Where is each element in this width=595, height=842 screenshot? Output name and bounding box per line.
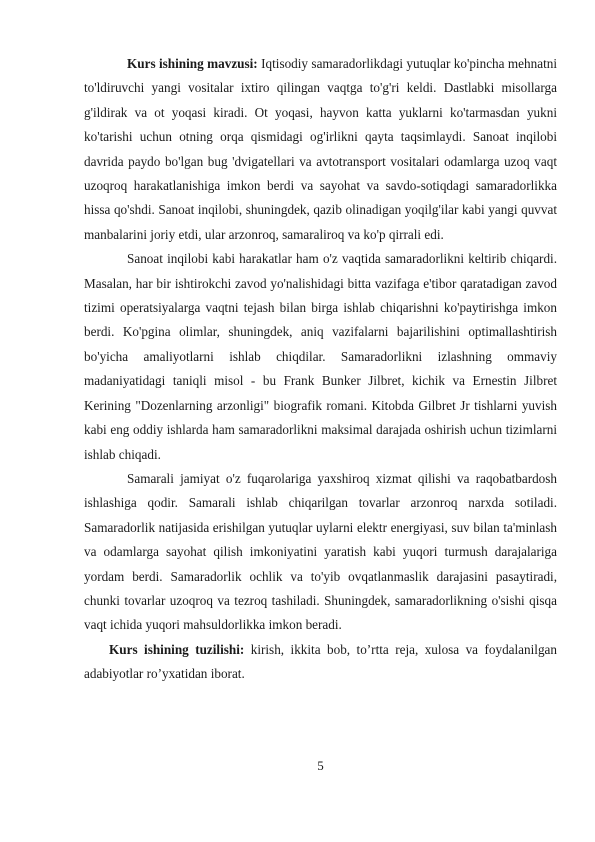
structure-heading: Kurs ishining tuzilishi: — [109, 641, 245, 657]
paragraph-text: Sanoat inqilobi kabi harakatlar ham o'z vaqtida samaradorlikni keltirib chiqardi. Masalan, har bir ishtirokchi zavod yo'nalishidagi bitta vazifaga e'tibor qaratadigan zavod tizimi operatsiyalarga vaqtni tejash bilan birga ishlab chiqarishni ko'paytirishga imkon berdi. Ko'pgina olimlar, shuningdek, aniq vazifalarni bajarilishini optimallashtirish bo'yicha amaliyotlarni ishlab chiqdilar. Samaradorlikni izlashning ommaviy madaniyatidagi taniqli misol - bu Frank Bunker Jilbret, kichik va Ernestin Jilbret Kerining "Dozenlarning arzonligi" biografik romani. Kitobda Gilbret Jr tishlarni yuvish kabi eng oddiy ishlarda ham samaradorlikni maksimal darajada oshirish uchun tizimlarni ishlab chiqadi. — [84, 251, 557, 462]
topic-heading: Kurs ishining mavzusi: — [127, 56, 258, 71]
page-number: 5 — [317, 758, 324, 773]
paragraph-industrial-revolution — [84, 247, 557, 467]
paragraph-text: Samarali jamiyat o'z fuqarolariga yaxshiroq xizmat qilishi va raqobatbardosh ishlashiga qodir. Samarali ishlab chiqarilgan tovarlar arzonroq narxda sotiladi. Samaradorlik natijasida erishilgan yutuqlar uylarni elektr energiyasi, suv bilan ta'minlash va odamlarga sayohat qilish imkoniyatini yaratish kabi yuqori turmush darajalariga yordam berdi. Samaradorlik ochlik va to'yib ovqatlanmaslik darajasini pasaytiradi, chunki tovarlar uzoqroq va tezroq tashiladi. Shuningdek, samaradorlikning o'sishi qisqa vaqt ichida yuqori mahsuldorlikka imkon beradi. — [84, 470, 557, 633]
topic-text: Iqtisodiy samaradorlikdagi yutuqlar ko'pincha mehnatni to'ldiruvchi yangi vositalar ixtiro qilingan vaqtga to'g'ri keldi. Dastlabki misollarga g'ildirak va ot yoqasi kiradi. Ot yoqasi, hayvon katta yuklarni ko'tarmasdan yukni ko'tarishi uchun otning orqa qismidagi og'irlikni qayta taqsimlaydi. Sanoat inqilobi davrida paydo bo'lgan bug 'dvigatellari va avtotransport vositalari odamlarga uzoq vaqt uzoqroq harakatlanishiga imkon berdi va sayohat va savdo-sotiqdagi samaradorlikka hissa qo'shdi. Sanoat inqilobi, shuningdek, qazib olinadigan yoqilg'ilar kabi yangi quvvat manbalarini joriy etdi, ular arzonroq, samaraliroq va ko'p qirrali edi. — [84, 56, 557, 242]
paragraph-topic — [84, 52, 557, 247]
paragraph-structure — [84, 638, 557, 687]
structure-text: kirish, ikkita bob, to’rtta reja, xulosa va foydalanilgan adabiyotlar ro’yxatidan iborat. — [84, 641, 557, 682]
paragraph-efficient-society — [84, 467, 557, 638]
body-text — [84, 52, 557, 687]
